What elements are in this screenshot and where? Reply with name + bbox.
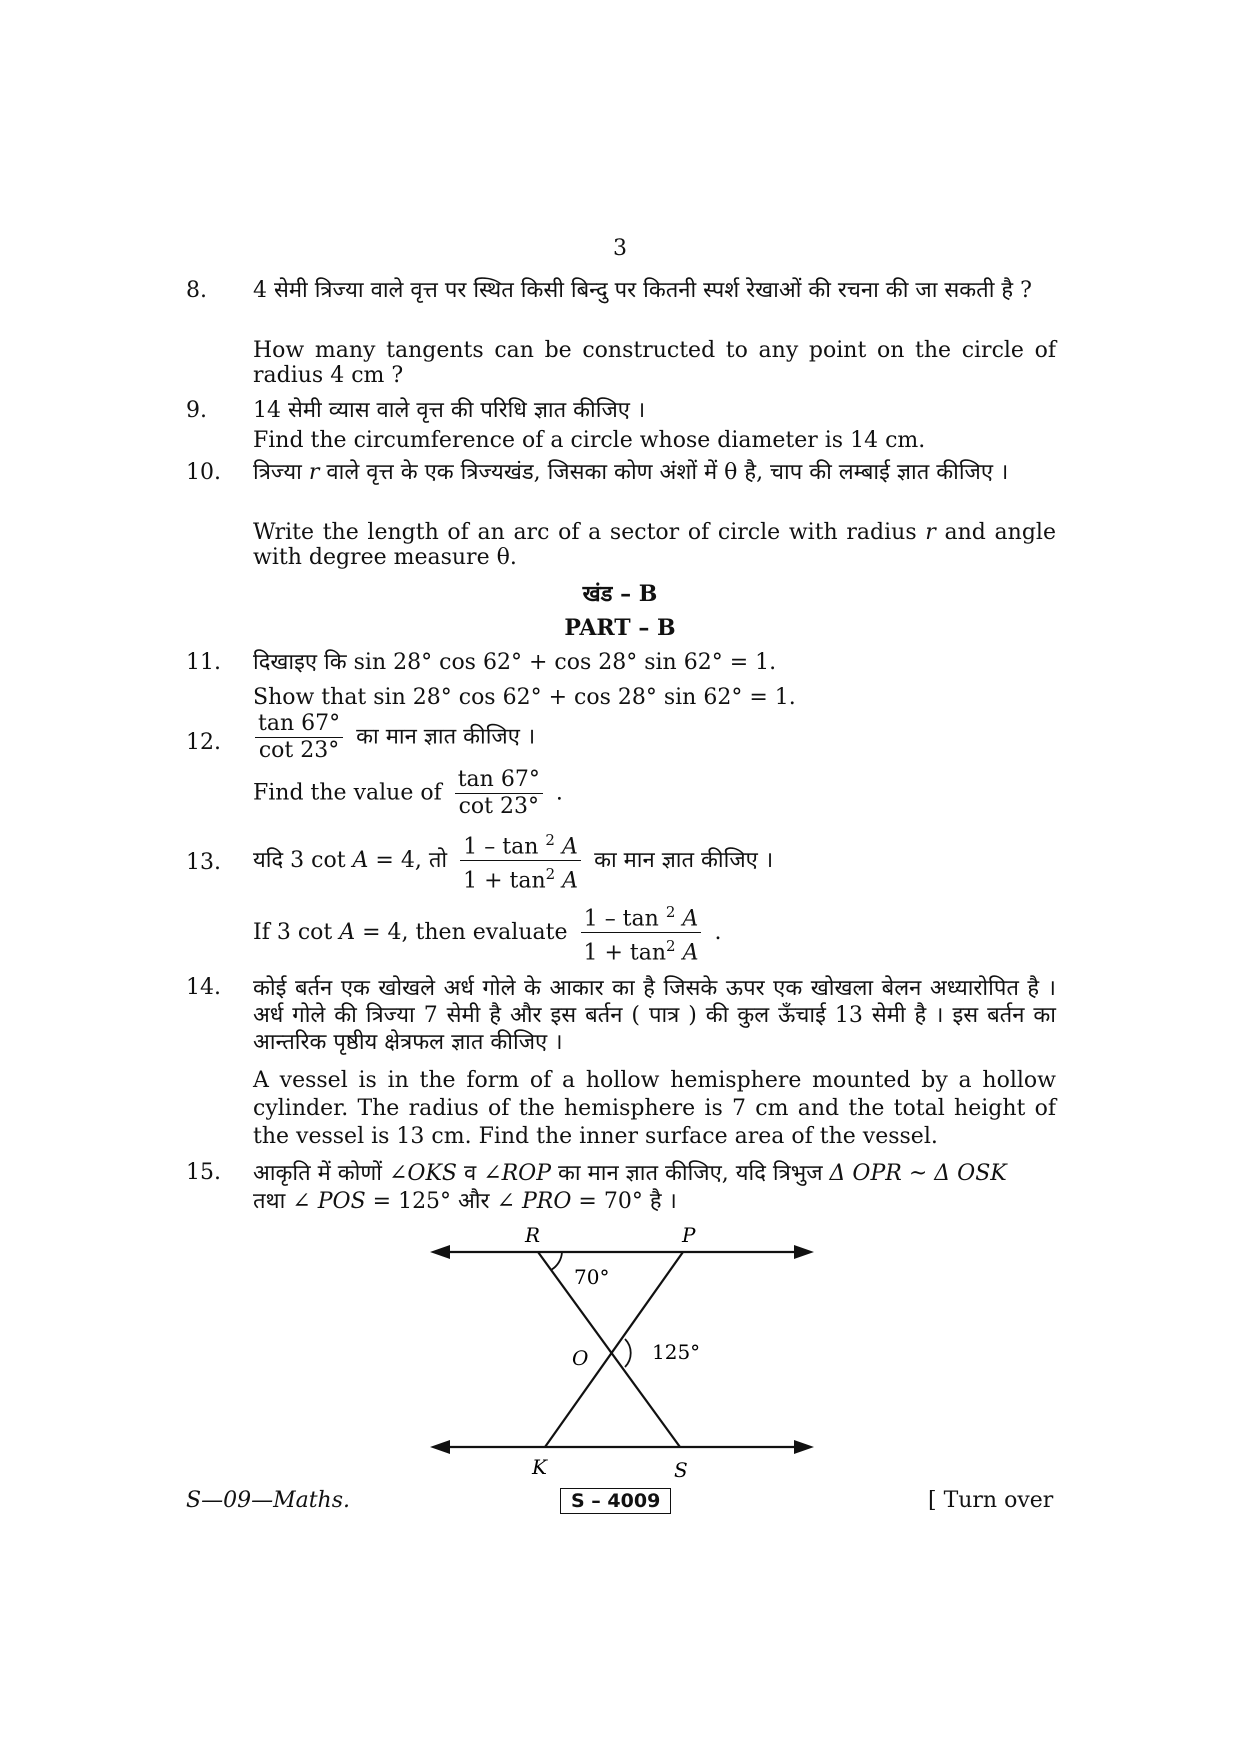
hindi-part: दिखाइए कि: [253, 650, 347, 675]
variable-a: A: [352, 847, 369, 873]
variable-a: A: [339, 919, 356, 945]
question-english: [253, 768, 1056, 819]
fraction-numerator: tan 67°: [255, 712, 343, 738]
fraction-denominator: $1 + \tan^2 A$: [463, 865, 579, 894]
question-english: [253, 520, 1056, 570]
question-number: 9.: [186, 398, 207, 423]
paper-code: S – 4009: [560, 1488, 671, 1514]
question-number: 14.: [186, 975, 221, 1000]
label-s: S: [674, 1458, 688, 1482]
arrow-left-icon: [430, 1245, 450, 1259]
part-heading-english: PART – B: [564, 615, 676, 641]
question-english: Find the circumference of a circle whose diameter is 14 cm.: [253, 428, 926, 453]
question-english: How many tangents can be constructed to any point on the circle of radius 4 cm ?: [253, 338, 1056, 388]
angle-pro: ∠ PRO: [496, 1189, 572, 1214]
question-hindi: 14 सेमी व्यास वाले वृत्त की परिधि ज्ञात कीजिए ।: [253, 398, 646, 423]
question-hindi: 4 सेमी त्रिज्या वाले वृत्त पर स्थित किसी बिन्दु पर कितनी स्पर्श रेखाओं की रचना की जा सकती है ?: [253, 278, 1032, 303]
hindi-part: का मान ज्ञात कीजिए ।: [594, 847, 774, 873]
geometry-figure: [430, 1212, 820, 1482]
fraction: [460, 828, 581, 894]
arrow-right-icon: [794, 1245, 814, 1259]
question-number: 12.: [186, 730, 221, 755]
hindi-part: का मान ज्ञात कीजिए ।: [356, 724, 536, 750]
angle-oks: ∠OKS: [388, 1161, 457, 1186]
question-hindi: [249, 712, 1052, 763]
angle-label-125: 125°: [652, 1340, 701, 1364]
question-hindi: [253, 1160, 1056, 1216]
english-part: If 3 cot: [253, 919, 333, 945]
hindi-part: का मान ज्ञात कीजिए, यदि त्रिभुज: [558, 1161, 823, 1186]
hindi-part: = 4, तो: [375, 847, 448, 873]
question-english: Show that sin 28° cos 62° + cos 28° sin 62° = 1.: [253, 685, 796, 710]
arrow-left-icon: [430, 1440, 450, 1454]
variable-r: r: [308, 460, 320, 485]
hindi-part: व: [463, 1161, 477, 1186]
fraction-numerator: 1 – tan $^2$ A: [581, 900, 702, 933]
fraction-numerator: tan 67°: [455, 768, 543, 794]
fraction: [255, 712, 343, 763]
footer-code-box: [560, 1488, 671, 1513]
question-english: A vessel is in the form of a hollow hemisphere mounted by a hollow cylinder. The radius of the hemisphere is 7 cm and the total height of the vessel is 13 cm. Find the inner surface area of the vessel.: [253, 1068, 1056, 1149]
hindi-part: यदि 3 cot: [253, 847, 346, 873]
similar-sign: ~: [908, 1161, 928, 1186]
question-english: [253, 900, 1056, 966]
angle-label-70: 70°: [574, 1265, 610, 1289]
english-part: and angle with degree measure θ.: [253, 520, 1056, 570]
question-hindi: कोई बर्तन एक खोखले अर्ध गोले के आकार का है जिसके ऊपर एक खोखला बेलन अध्यारोपित है । अर्ध गोले की त्रिज्या 7 सेमी है और इस बर्तन ( पात्र ) की कुल ऊँचाई 13 सेमी है । इस बर्तन का आन्तरिक पृष्ठीय क्षेत्रफल ज्ञात कीजिए ।: [253, 976, 1056, 1055]
label-k: K: [532, 1455, 547, 1479]
english-part: .: [555, 780, 563, 806]
hindi-part: वाले वृत्त के एक त्रिज्यखंड, जिसका कोण अंशों में θ है, चाप की लम्बाई ज्ञात कीजिए ।: [326, 460, 1009, 485]
label-p: P: [682, 1223, 696, 1247]
question-hindi: [253, 460, 1056, 485]
hindi-part: तथा: [253, 1189, 286, 1214]
question-hindi: [253, 828, 1056, 894]
angle-rop: ∠ROP: [483, 1161, 552, 1186]
hindi-part: = 125° और: [372, 1189, 490, 1214]
fraction: [455, 768, 543, 819]
question-number: 10.: [186, 460, 221, 485]
triangle-opr: Δ OPR: [829, 1161, 902, 1186]
question-number: 13.: [186, 850, 221, 875]
english-part: = 4, then evaluate: [362, 919, 568, 945]
page-number: 3: [613, 236, 627, 261]
math-expression: sin 28° cos 62° + cos 28° sin 62° = 1.: [353, 650, 777, 675]
question-number: 11.: [186, 650, 221, 675]
hindi-part: आकृति में कोणों: [253, 1161, 382, 1186]
fraction: [580, 900, 701, 966]
variable-r: r: [925, 520, 936, 545]
angle-arc-70: [551, 1252, 562, 1270]
angle-arc-125: [625, 1339, 631, 1367]
footer-paper-code: S—09—Maths.: [186, 1488, 351, 1513]
fraction-denominator: cot 23°: [458, 794, 539, 819]
part-heading-hindi: खंड – B: [582, 581, 658, 607]
label-o: O: [572, 1346, 589, 1370]
english-part: Find the value of: [253, 780, 442, 806]
fraction-denominator: $1 + \tan^2 A$: [583, 937, 699, 966]
fraction-denominator: cot 23°: [258, 738, 340, 763]
angle-pos: ∠ POS: [292, 1189, 366, 1214]
question-hindi: [253, 650, 1056, 675]
fraction-numerator: 1 – tan $^2$ A: [460, 828, 581, 861]
hindi-part: = 70° है ।: [578, 1189, 677, 1214]
arrow-right-icon: [794, 1440, 814, 1454]
english-part: .: [714, 919, 722, 945]
triangle-osk: Δ OSK: [934, 1161, 1007, 1186]
hindi-part: त्रिज्या: [253, 460, 302, 485]
question-number: 8.: [186, 278, 207, 303]
turn-over-text: [ Turn over: [928, 1488, 1054, 1513]
english-part: Write the length of an arc of a sector of circle with radius: [253, 520, 917, 545]
question-number: 15.: [186, 1160, 221, 1185]
label-r: R: [525, 1223, 541, 1247]
